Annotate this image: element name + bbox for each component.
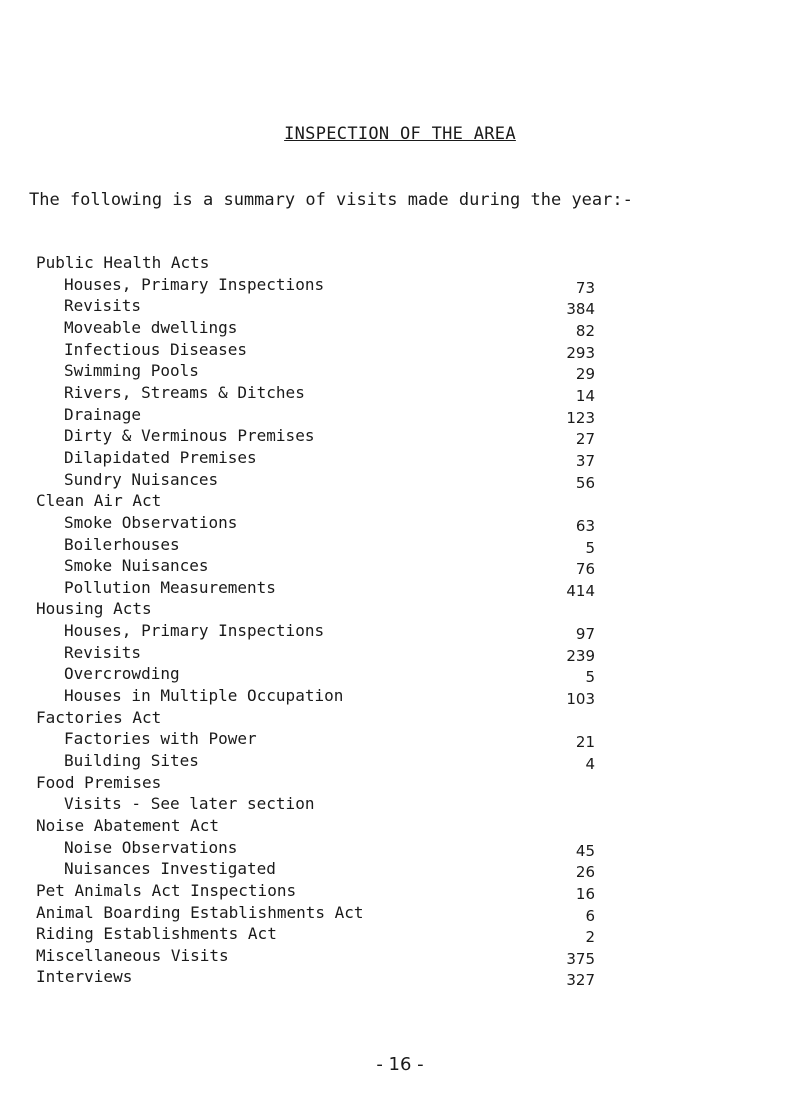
entry-label: Dirty & Verminous Premises [64, 426, 315, 446]
section-heading [0, 924, 800, 946]
section-heading [0, 708, 800, 730]
entry-label: Boilerhouses [64, 534, 180, 554]
list-item [0, 686, 800, 708]
entry-label: Sundry Nuisances [64, 469, 219, 489]
section-heading [0, 946, 800, 968]
entry-label: Dilapidated Premises [64, 447, 257, 467]
list-item [0, 426, 800, 448]
entry-label: Moveable dwellings [64, 317, 238, 337]
entry-count: 2 [585, 928, 595, 947]
entry-label: Riding Establishments Act [36, 924, 277, 944]
entry-count: 5 [585, 538, 595, 557]
entry-count: 97 [575, 625, 595, 643]
entry-count: 384 [566, 300, 595, 319]
list-item [0, 340, 800, 362]
entry-label: Rivers, Streams & Ditches [64, 382, 305, 402]
section-heading [0, 903, 800, 925]
list-item [0, 729, 800, 751]
list-item [0, 535, 800, 557]
entry-label: Interviews [36, 967, 133, 987]
entry-count: 123 [566, 408, 595, 427]
entry-count: 5 [585, 668, 595, 687]
page-title: INSPECTION OF THE AREA [284, 124, 516, 144]
entry-count: 6 [585, 906, 595, 925]
section-heading [0, 491, 800, 513]
entry-label: Noise Abatement Act [36, 815, 220, 835]
entry-label: Pet Animals Act Inspections [36, 880, 297, 900]
entry-count: 63 [575, 516, 595, 535]
entry-label: Noise Observations [64, 837, 238, 857]
section-heading [0, 881, 800, 903]
entry-count: 14 [575, 386, 595, 405]
entry-count: 29 [575, 365, 595, 384]
section-heading [0, 816, 800, 838]
page-number: - 16 - [376, 1054, 424, 1075]
entry-label: Factories Act [36, 707, 162, 727]
entry-count: 26 [575, 863, 595, 882]
entry-count: 21 [575, 733, 595, 752]
entry-count: 82 [575, 321, 595, 340]
entry-label: Smoke Observations [64, 512, 238, 532]
section-heading [0, 773, 800, 795]
list-item [0, 794, 800, 816]
list-item [0, 470, 800, 492]
entry-count: 27 [575, 430, 595, 449]
list-item [0, 643, 800, 665]
list-item [0, 405, 800, 427]
entry-count: 103 [566, 690, 595, 708]
entry-label: Drainage [64, 404, 142, 424]
entry-label: Clean Air Act [36, 491, 162, 511]
entry-label: Houses, Primary Inspections [64, 274, 325, 294]
entry-label: Houses in Multiple Occupation [64, 686, 344, 705]
entry-label: Visits - See later section [64, 794, 315, 814]
entry-count: 414 [566, 581, 595, 600]
list-item [0, 859, 800, 881]
entry-label: Food Premises [36, 772, 162, 792]
entry-label: Houses, Primary Inspections [64, 621, 325, 640]
entry-count: 239 [566, 646, 595, 665]
entry-count: 4 [585, 755, 595, 773]
list-item [0, 361, 800, 383]
intro-text: The following is a summary of visits made during the year:- [29, 190, 633, 210]
list-item [0, 751, 800, 773]
entry-label: Nuisances Investigated [64, 859, 276, 879]
list-item [0, 275, 800, 297]
entry-count: 56 [575, 473, 595, 492]
section-heading [0, 253, 800, 275]
entry-label: Pollution Measurements [64, 577, 276, 597]
list-item [0, 513, 800, 535]
list-item [0, 838, 800, 860]
list-item [0, 664, 800, 686]
list-item [0, 383, 800, 405]
list-item [0, 556, 800, 578]
list-item [0, 448, 800, 470]
entry-count: 45 [575, 841, 595, 860]
entry-label: Infectious Diseases [64, 339, 248, 359]
entry-label: Factories with Power [64, 729, 257, 749]
entry-count: 293 [566, 343, 595, 362]
list-item [0, 578, 800, 600]
entry-count: 73 [575, 278, 595, 297]
entry-label: Miscellaneous Visits [36, 945, 229, 965]
entry-label: Animal Boarding Establishments Act [36, 902, 364, 922]
list-item [0, 621, 800, 643]
entry-label: Housing Acts [36, 599, 152, 619]
section-heading [0, 967, 800, 989]
entry-label: Revisits [64, 296, 142, 316]
list-item [0, 318, 800, 340]
entry-label: Swimming Pools [64, 361, 199, 381]
list-item [0, 296, 800, 318]
entry-count: 375 [566, 949, 595, 968]
entry-label: Building Sites [64, 751, 199, 770]
entry-count: 37 [575, 451, 595, 470]
entry-count: 16 [575, 884, 595, 903]
entry-label: Overcrowding [64, 664, 180, 684]
section-heading [0, 599, 800, 621]
entry-count: 327 [566, 971, 595, 990]
entry-label: Smoke Nuisances [64, 556, 209, 576]
entry-count: 76 [575, 560, 595, 579]
entry-label: Revisits [64, 642, 142, 662]
entry-label: Public Health Acts [36, 253, 210, 272]
